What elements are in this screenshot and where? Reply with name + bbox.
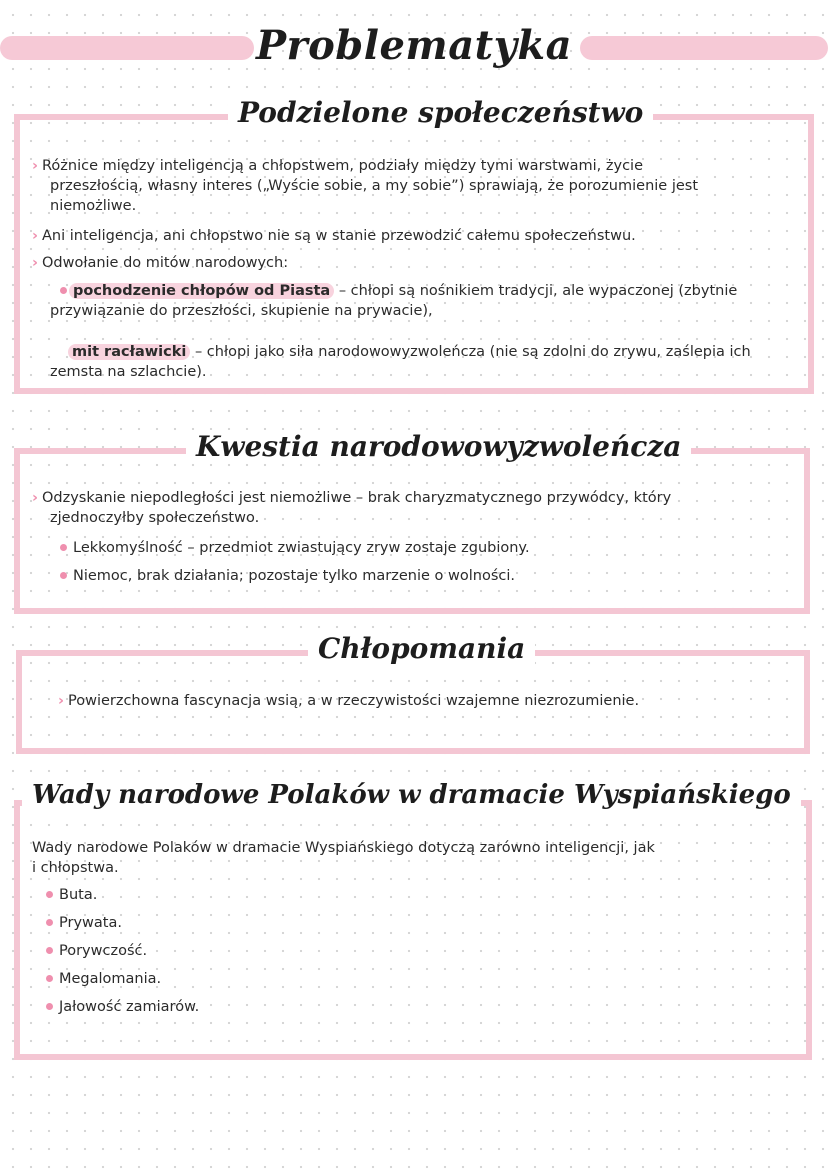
s1-paragraph-2: › Ani inteligencja, ani chłopstwo nie są w stanie przewodzić całemu społeczeństwu. bbox=[32, 228, 636, 244]
section-heading-national-liberation: Kwestia narodowowyzwoleńcza bbox=[186, 430, 691, 463]
chevron-right-icon: › bbox=[32, 255, 38, 271]
s2-bullet-1: Lekkomyślność – przedmiot zwiastujący zryw zostaje zgubiony. bbox=[60, 538, 530, 558]
s2-bullet-2: Niemoc, brak działania; pozostaje tylko marzenie o wolności. bbox=[60, 566, 515, 586]
bullet-dot-icon bbox=[46, 1003, 53, 1010]
bullet-dot-icon bbox=[46, 975, 53, 982]
chevron-right-icon: › bbox=[32, 228, 38, 244]
bullet-dot-icon bbox=[46, 919, 53, 926]
chevron-right-icon: › bbox=[32, 490, 38, 506]
section-heading-national-flaws: Wady narodowe Polaków w dramacie Wyspiańskiego bbox=[22, 780, 801, 810]
s4-list-item: Megalomania. bbox=[46, 969, 161, 989]
section-box-national-liberation bbox=[14, 448, 810, 614]
s4-list-item: Buta. bbox=[46, 885, 97, 905]
section-heading-divided-society: Podzielone społeczeństwo bbox=[228, 96, 653, 129]
bullet-dot-icon bbox=[60, 287, 67, 294]
s1-bullet-piast: pochodzenie chłopów od Piasta – chłopi są nośnikiem tradycji, ale wypaczonej (zbytnie przywiązanie do przeszłości, skupienie na prywacie), bbox=[50, 283, 738, 319]
s4-list-item: Porywczość. bbox=[46, 941, 147, 961]
s3-paragraph-1: › Powierzchowna fascynacja wsią, a w rzeczywistości wzajemne niezrozumienie. bbox=[58, 693, 640, 709]
chevron-right-icon: › bbox=[58, 693, 64, 709]
s4-list-item: Prywata. bbox=[46, 913, 122, 933]
s4-paragraph-1: Wady narodowe Polaków w dramacie Wyspiańskiego dotyczą zarówno inteligencji, jak i chłopstwa. bbox=[32, 840, 655, 876]
s1-bullet-raclawice: mit racławicki – chłopi jako siła narodowowyzwoleńcza (nie są zdolni do zrywu, zaślepia ich zemsta na szlachcie). bbox=[50, 344, 751, 380]
s4-list-item: Jałowość zamiarów. bbox=[46, 997, 199, 1017]
page-title: Problematyka bbox=[255, 22, 573, 69]
bullet-dot-icon bbox=[46, 947, 53, 954]
bullet-dot-icon bbox=[46, 891, 53, 898]
s1-paragraph-3: › Odwołanie do mitów narodowych: bbox=[32, 255, 289, 271]
bullet-dot-icon bbox=[60, 572, 67, 579]
bullet-dot-icon bbox=[60, 544, 67, 551]
section-heading-chlopomania: Chłopomania bbox=[308, 632, 535, 665]
s2-paragraph-1: › Odzyskanie niepodległości jest niemożliwe – brak charyzmatycznego przywódcy, który zjednoczyłby społeczeństwo. bbox=[32, 490, 672, 526]
chevron-right-icon: › bbox=[32, 158, 38, 174]
s1-paragraph-1: › Różnice między inteligencją a chłopstwem, podziały między tymi warstwami, życie przeszłością, własny interes („Wyście sobie, a my sobie”) sprawiają, że porozumienie jest niemożliwe. bbox=[32, 158, 699, 214]
